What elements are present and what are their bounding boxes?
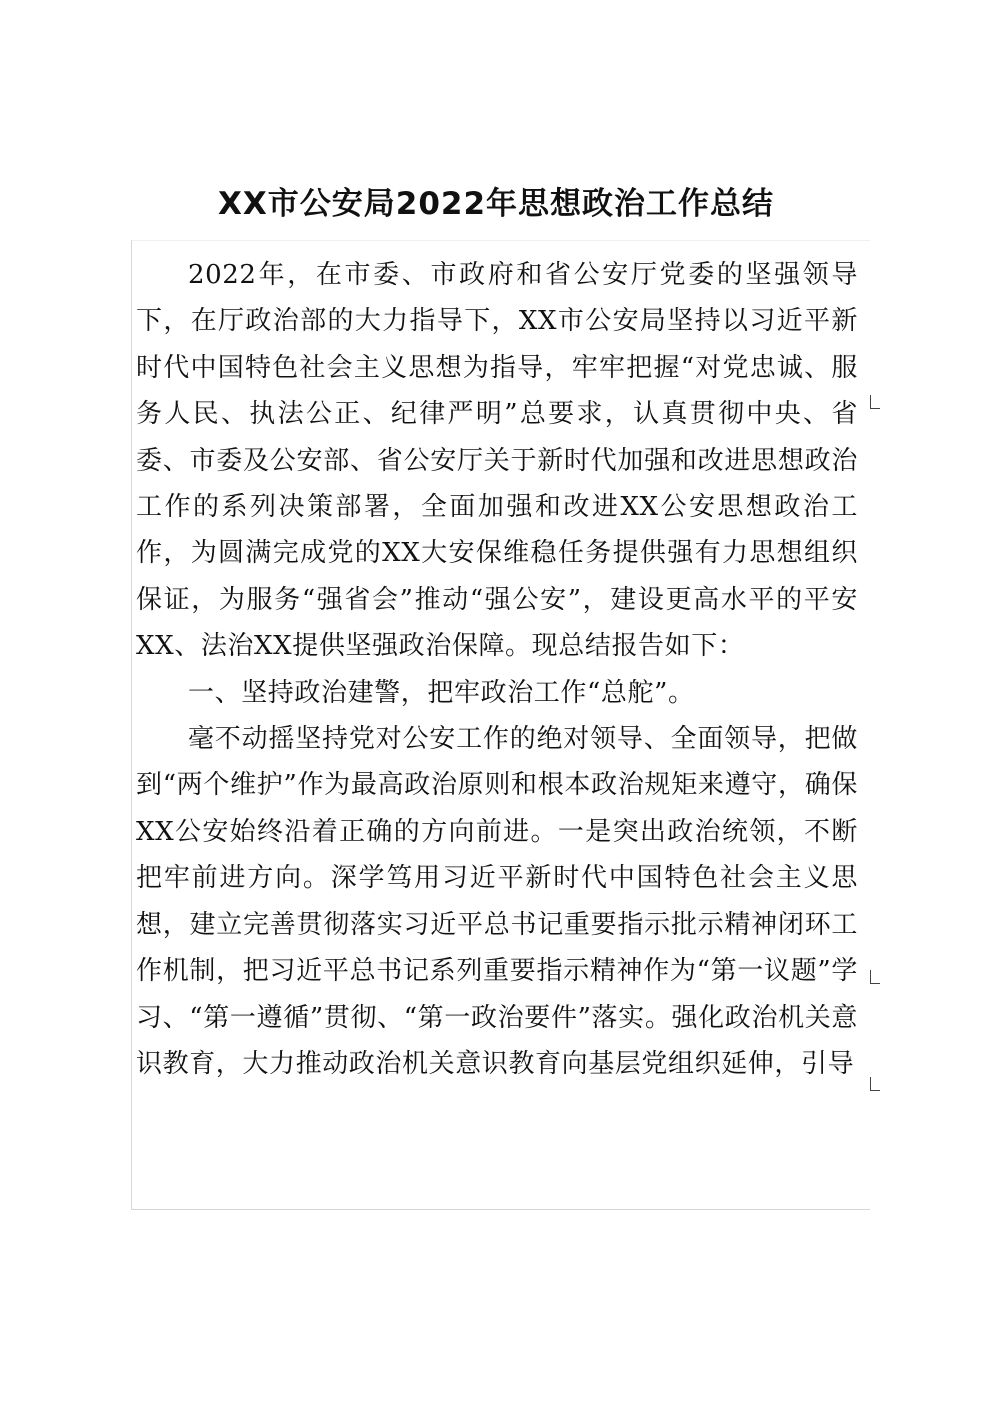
document-title: XX市公安局2022年思想政治工作总结 bbox=[217, 186, 775, 222]
paragraph-intro: 2022年，在市委、市政府和省公安厅党委的坚强领导下，在厅政治部的大力指导下，XX市公安局坚持以习近平新时代中国特色社会主义思想为指导，牢牢把握“对党忠诚、服务人民、执法公正、纪律严明”总要求，认真贯彻中央、省委、市委及公安部、省公安厅关于新时代加强和改进思想政治工作的系列决策部署，全面加强和改进XX公安思想政治工作，为圆满完成党的XX大安保维稳任务提供强有力思想组织保证，为服务“强省会”推动“强公安”，建设更高水平的平安XX、法治XX提供坚强政治保障。现总结报告如下： bbox=[136, 260, 858, 662]
margin-line-mark bbox=[870, 395, 880, 409]
margin-line-mark bbox=[870, 970, 880, 984]
paragraph-section-1: 毫不动摇坚持党对公安工作的绝对领导、全面领导，把做到“两个维护”作为最高政治原则和根本政治规矩来遵守，确保XX公安始终沿着正确的方向前进。一是突出政治统领，不断把牢前进方向。深学笃用习近平新时代中国特色社会主义思想，建立完善贯彻落实习近平总书记重要指示批示精神闭环工作机制，把习近平总书记系列重要指示精神作为“第一议题”学习、“第一遵循”贯彻、“第一政治要件”落实。强化政治机关意识教育，大力推动政治机关意识教育向基层党组织延伸，引导 bbox=[136, 724, 858, 1079]
section-heading-1: 一、坚持政治建警，把牢政治工作“总舵”。 bbox=[188, 677, 695, 708]
margin-line-mark bbox=[870, 1077, 880, 1091]
document-body bbox=[136, 252, 858, 1087]
